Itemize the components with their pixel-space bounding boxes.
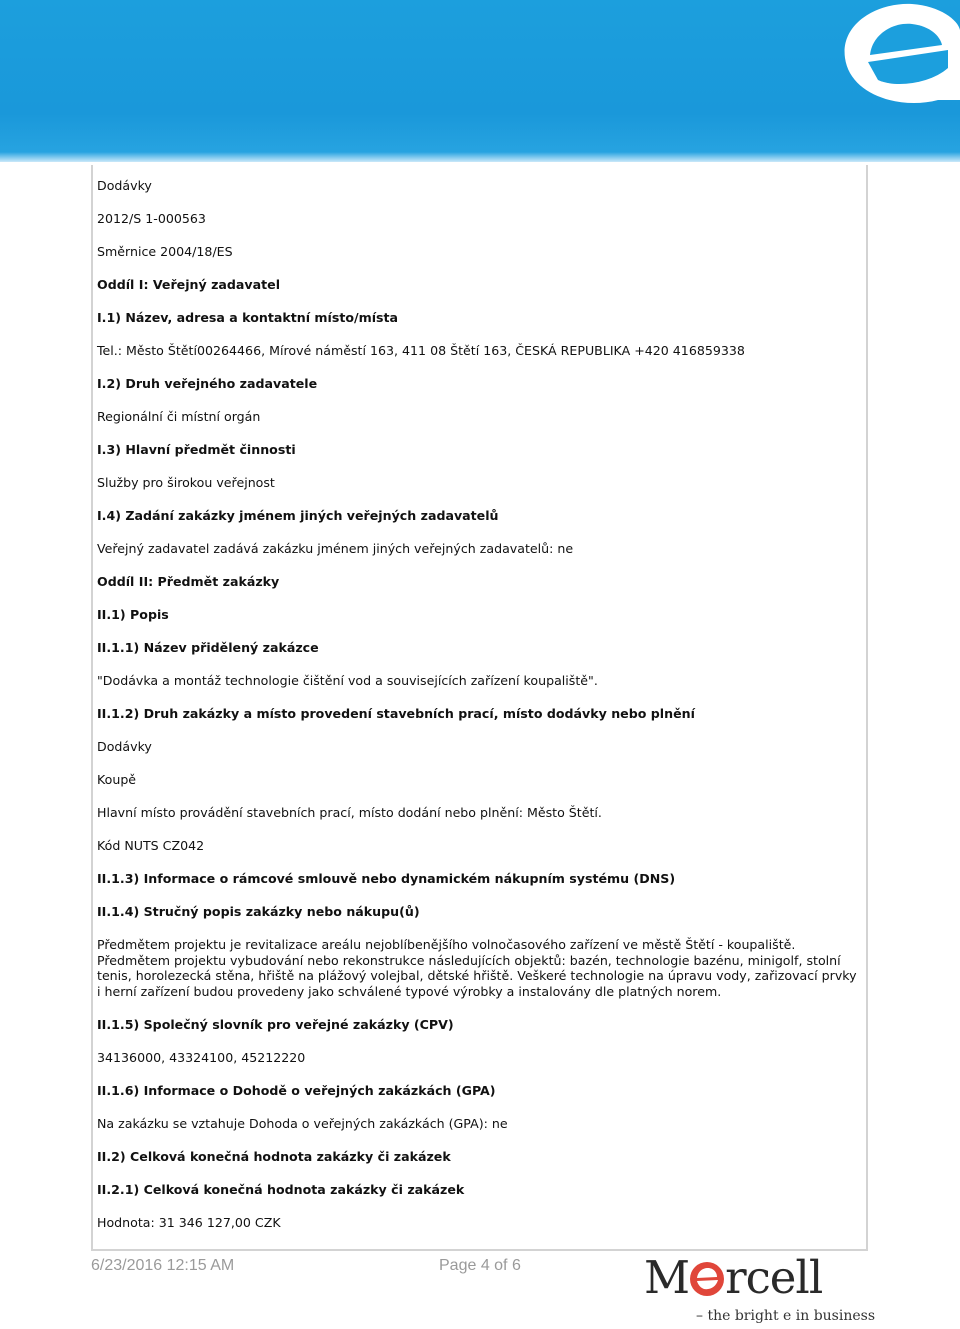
section-heading: I.1) Název, adresa a kontaktní místo/místa xyxy=(97,310,399,325)
section-heading: II.1) Popis xyxy=(97,607,169,622)
header-band xyxy=(0,0,960,162)
section-heading: II.1.4) Stručný popis zakázky nebo nákupu(ů) xyxy=(97,904,420,919)
section-heading: II.1.3) Informace o rámcové smlouvě nebo dynamickém nákupním systému (DNS) xyxy=(97,871,676,886)
paragraph: Veřejný zadavatel zadává zakázku jménem jiných veřejných zadavatelů: ne xyxy=(97,541,574,556)
document-body xyxy=(97,178,857,1248)
brand-logo-suffix: rcell xyxy=(725,1251,823,1304)
section-heading: Oddíl II: Předmět zakázky xyxy=(97,574,280,589)
footer-page-number: Page 4 of 6 xyxy=(439,1257,521,1274)
footer-date: 6/23/2016 12:15 AM xyxy=(91,1257,235,1274)
paragraph: Předmětem projektu je revitalizace areálu nejoblíbenějšího volnočasového zařízení ve městě Štětí - koupaliště. Předmětem projektu vybudování nebo rekonstrukce následujících objektů: bazén, technologie bazénu, minigolf, stolní tenis, horolezecká stěna, hřiště na plážový volejbal, dětské hřiště. Veškeré technologie na úpravu vody, zařizovací prvky i herní zařízení budou provedeny jako schválené typové výrobky a instalovány dle platných norem. xyxy=(97,937,857,999)
section-heading: I.4) Zadání zakázky jménem jiných veřejných zadavatelů xyxy=(97,508,499,523)
section-heading: II.2.1) Celková konečná hodnota zakázky či zakázek xyxy=(97,1181,465,1197)
header-e-logo-icon xyxy=(820,0,960,115)
paragraph: Koupě xyxy=(97,772,137,787)
section-heading: II.1.2) Druh zakázky a místo provedení stavebních prací, místo dodávky nebo plnění xyxy=(97,706,695,721)
paragraph: Tel.: Město Štětí00264466, Mírové náměstí 163, 411 08 Štětí 163, ČESKÁ REPUBLIKA +420 416859338 xyxy=(97,343,745,358)
section-heading: II.1.1) Název přidělený zakázce xyxy=(97,640,319,655)
paragraph: Dodávky xyxy=(97,178,152,193)
brand-tagline: – the bright e in business xyxy=(696,1308,876,1324)
paragraph: Směrnice 2004/18/ES xyxy=(97,244,233,259)
section-heading: II.2) Celková konečná hodnota zakázky či zakázek xyxy=(97,1148,451,1164)
paragraph: 34136000, 43324100, 45212220 xyxy=(97,1049,306,1065)
paragraph: Služby pro širokou veřejnost xyxy=(97,475,275,490)
paragraph: Na zakázku se vztahuje Dohoda o veřejných zakázkách (GPA): ne xyxy=(97,1115,508,1131)
brand-logo xyxy=(644,1253,822,1303)
section-heading: Oddíl I: Veřejný zadavatel xyxy=(97,277,281,292)
frame-right-border xyxy=(866,165,868,1250)
paragraph: Dodávky xyxy=(97,739,152,754)
paragraph: "Dodávka a montáž technologie čištění vod a souvisejících zařízení koupaliště". xyxy=(97,673,598,688)
section-heading: II.1.5) Společný slovník pro veřejné zakázky (CPV) xyxy=(97,1016,454,1032)
paragraph: Kód NUTS CZ042 xyxy=(97,838,205,853)
paragraph: 2012/S 1-000563 xyxy=(97,211,206,226)
section-heading: I.2) Druh veřejného zadavatele xyxy=(97,376,318,391)
brand-logo-prefix: M xyxy=(644,1251,690,1304)
paragraph: Hodnota: 31 346 127,00 CZK xyxy=(97,1214,281,1230)
header-glow xyxy=(0,152,960,162)
paragraph: Hlavní místo provádění stavebních prací, místo dodání nebo plnění: Město Štětí. xyxy=(97,805,602,820)
brand-e-icon xyxy=(689,1261,725,1297)
section-heading: I.3) Hlavní předmět činnosti xyxy=(97,442,296,457)
frame-left-border xyxy=(91,165,93,1250)
paragraph: Regionální či místní orgán xyxy=(97,409,261,424)
section-heading: II.1.6) Informace o Dohodě o veřejných zakázkách (GPA) xyxy=(97,1082,496,1098)
